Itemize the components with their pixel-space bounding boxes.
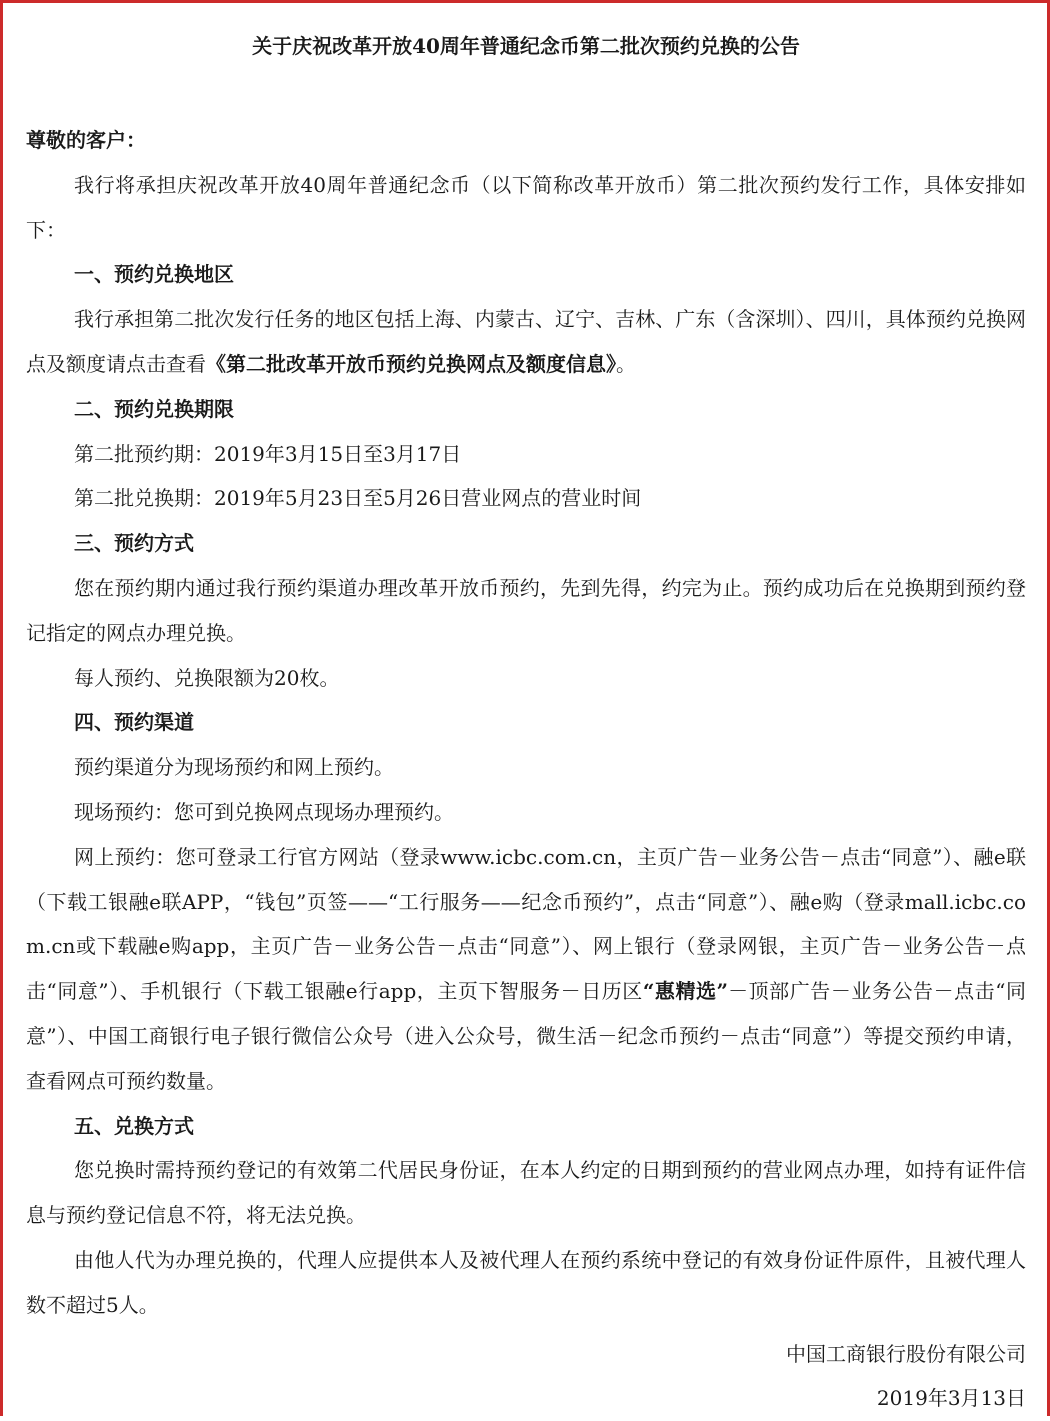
section-heading-exchange: 五、兑换方式: [74, 1113, 194, 1138]
method-paragraph: 您在预约期内通过我行预约渠道办理改革开放币预约，先到先得，约完为止。预约成功后在兑换期到预约登记指定的网点办理兑换。: [26, 575, 1026, 645]
online-paragraph: [26, 835, 1026, 1104]
red-border-top: [0, 0, 1050, 3]
intro-paragraph: 我行将承担庆祝改革开放40周年普通纪念币（以下简称改革开放币）第二批次预约发行工作，具体安排如下：: [26, 172, 1026, 242]
channels-paragraph: 预约渠道分为现场预约和网上预约。: [74, 755, 394, 780]
section-heading-region: 一、预约兑换地区: [74, 262, 234, 287]
section-heading-period: 二、预约兑换期限: [74, 396, 234, 421]
signature-date: 2019年3月13日: [876, 1386, 1026, 1411]
section-heading-channels: 四、预约渠道: [74, 710, 194, 735]
exchange-period: 第二批兑换期：2019年5月23日至5月26日营业网点的营业时间: [74, 486, 642, 511]
onsite-paragraph: 现场预约：您可到兑换网点现场办理预约。: [74, 799, 454, 824]
hui-jingxuan-label: “惠精选”: [642, 979, 729, 1004]
limit-paragraph: 每人预约、兑换限额为20枚。: [74, 665, 340, 690]
region-text-end: 。: [616, 351, 636, 376]
exchange-paragraph: 您兑换时需持预约登记的有效第二代居民身份证，在本人约定的日期到预约的营业网点办理，如持有证件信息与预约登记信息不符，将无法兑换。: [26, 1158, 1026, 1228]
reservation-period: 第二批预约期：2019年3月15日至3月17日: [74, 441, 462, 466]
red-border-left: [0, 0, 3, 1416]
section-heading-method: 三、预约方式: [74, 531, 194, 556]
announcement-title: 关于庆祝改革开放40周年普通纪念币第二批次预约兑换的公告: [252, 34, 800, 58]
greeting: 尊敬的客户：: [26, 128, 146, 152]
region-paragraph: [26, 297, 1026, 387]
proxy-paragraph: 由他人代为办理兑换的，代理人应提供本人及被代理人在预约系统中登记的有效身份证件原件，且被代理人数不超过5人。: [26, 1247, 1026, 1317]
quota-info-link[interactable]: 《第二批改革开放币预约兑换网点及额度信息》: [206, 351, 616, 376]
region-text: 我行承担第二批次发行任务的地区包括上海、内蒙古、辽宁、吉林、广东（含深圳）、四川，具体预约兑换网点及额度请点击查看: [26, 307, 1026, 376]
signature-org: 中国工商银行股份有限公司: [786, 1341, 1026, 1366]
online-text-end: －顶部广告－业务公告－点击“同意”）、中国工商银行电子银行微信公众号（进入公众号，微生活－纪念币预约－点击“同意”）等提交预约申请，查看网点可预约数量。: [26, 979, 1026, 1093]
online-text: 网上预约：您可登录工行官方网站（登录www.icbc.com.cn，主页广告－业务公告－点击“同意”）、融e联（下载工银融e联APP，“钱包”页签——“工行服务——纪念币预约”，点击“同意”）、融e购（登录mall.icbc.com.cn或下载融e购app，主页广告－业务公告－点击“同意”）、网上银行（登录网银，主页广告－业务公告－点击“同意”）、手机银行（下载工银融e行app，主页下智服务－日历区: [26, 844, 1026, 1004]
announcement-body: [26, 26, 1026, 1421]
